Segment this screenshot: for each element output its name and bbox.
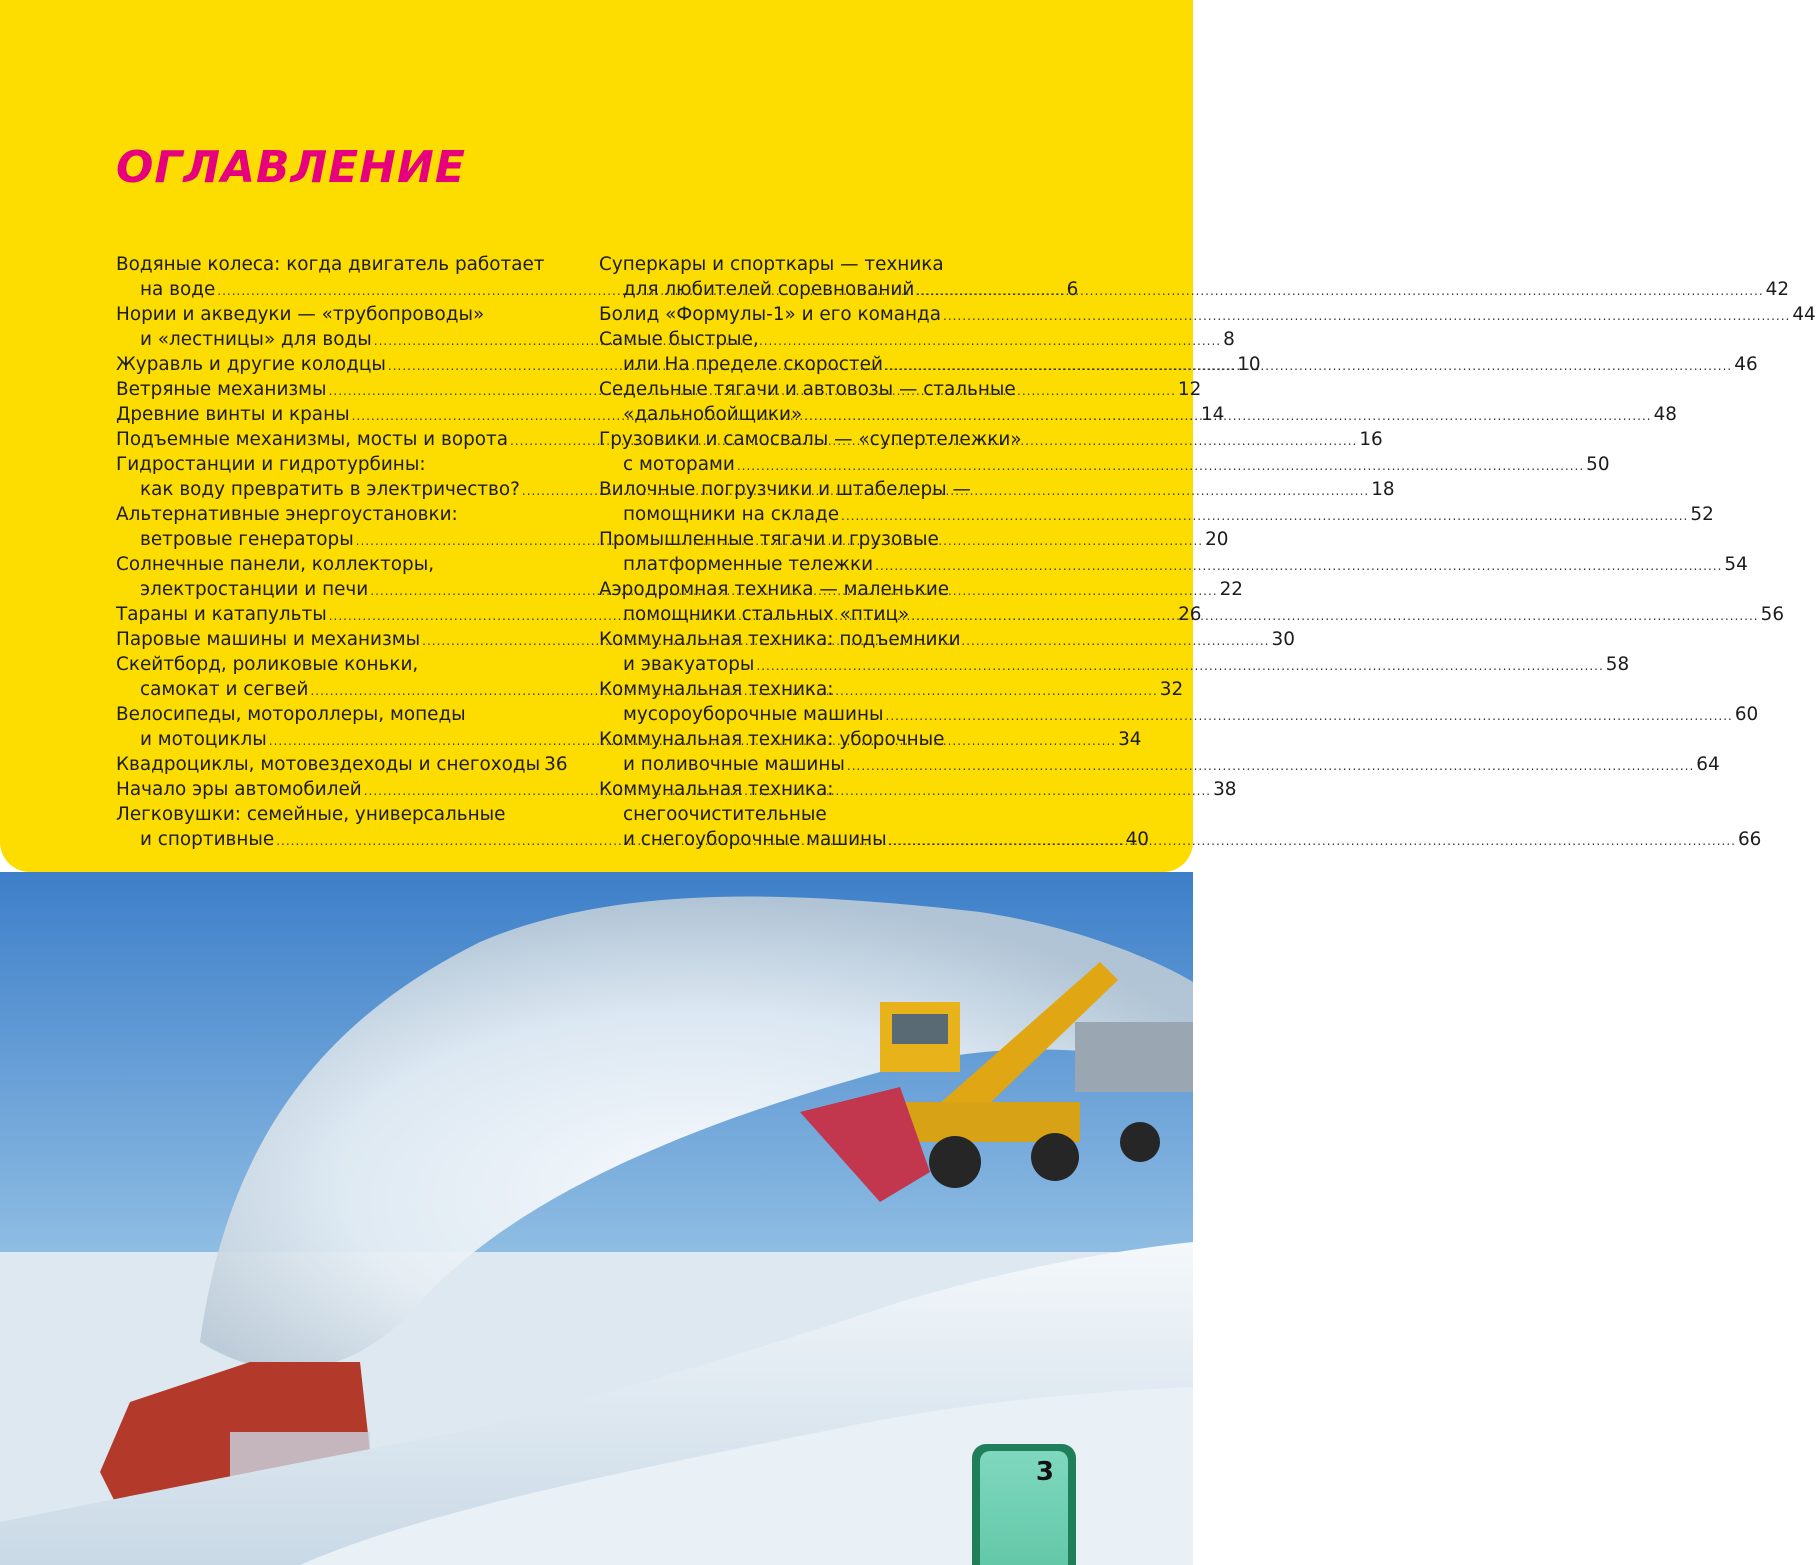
toc-page-number: 50 bbox=[1586, 454, 1610, 475]
toc-entry-title-line: снегоочистительные bbox=[623, 804, 827, 825]
dot-leader bbox=[737, 454, 1584, 479]
toc-page-number: 60 bbox=[1734, 704, 1759, 725]
toc-entry[interactable] bbox=[599, 452, 1610, 477]
toc-page-number: 46 bbox=[1734, 354, 1758, 375]
toc-entry-title-line: Коммунальная техника: подъемники bbox=[599, 629, 961, 650]
toc-page-number: 26 bbox=[1178, 604, 1202, 625]
toc-page-number: 52 bbox=[1690, 504, 1714, 525]
toc-entry-title-line: Солнечные панели, коллекторы, bbox=[116, 554, 435, 575]
toc-entry-title: Паровые машины и механизмы bbox=[116, 629, 421, 650]
toc-entry-title-line: Вилочные погрузчики и штабелеры — bbox=[599, 479, 971, 500]
dot-leader bbox=[841, 504, 1688, 529]
toc-page-number: 20 bbox=[1205, 529, 1229, 550]
toc-page-number: 36 bbox=[544, 754, 568, 775]
toc-entry-title: Подъемные механизмы, мосты и ворота bbox=[116, 429, 508, 450]
toc-entry[interactable] bbox=[599, 552, 1748, 577]
toc-entry-title: Квадроциклы, мотовездеходы и снегоходы bbox=[116, 754, 541, 775]
toc-entry-title: электростанции и печи bbox=[140, 579, 369, 600]
toc-page-number: 44 bbox=[1792, 304, 1816, 325]
toc-page-number: 8 bbox=[1223, 329, 1235, 350]
dot-leader bbox=[889, 829, 1736, 854]
toc-entry-title: как воду превратить в электричество? bbox=[140, 479, 520, 500]
toc-entry-title: и снегоуборочные машины bbox=[623, 829, 887, 850]
dot-leader bbox=[756, 654, 1603, 679]
toc-entry-title-line: Самые быстрые, bbox=[599, 329, 759, 350]
dot-leader bbox=[911, 604, 1758, 629]
toc-entry-title-line: Грузовики и самосвалы — «супертележки» bbox=[599, 429, 1022, 450]
toc-page-number: 38 bbox=[1213, 779, 1237, 800]
toc-entry-title-line: Альтернативные энергоустановки: bbox=[116, 504, 458, 525]
toc-entry-title: «дальнобойщики» bbox=[623, 404, 803, 425]
toc-entry-title: для любителей соревнований bbox=[623, 279, 915, 300]
toc-entry-title: ветровые генераторы bbox=[140, 529, 354, 550]
toc-page-number: 16 bbox=[1359, 429, 1383, 450]
toc-page-number: 22 bbox=[1219, 579, 1243, 600]
toc-entry-title-line: Седельные тягачи и автовозы — стальные bbox=[599, 379, 1016, 400]
dot-leader bbox=[847, 754, 1694, 779]
toc-entry[interactable] bbox=[599, 277, 1790, 302]
toc-entry[interactable] bbox=[116, 752, 568, 777]
toc-page-number: 12 bbox=[1177, 379, 1202, 400]
toc-entry-title: и поливочные машины bbox=[623, 754, 845, 775]
toc-page-number: 48 bbox=[1653, 404, 1677, 425]
toc-page-number: 32 bbox=[1159, 679, 1184, 700]
toc-entry-title: на воде bbox=[140, 279, 216, 300]
toc-entry-title: самокат и сегвей bbox=[140, 679, 309, 700]
toc-page-number: 18 bbox=[1371, 479, 1395, 500]
toc-entry[interactable] bbox=[599, 702, 1759, 727]
toc-page-number: 34 bbox=[1118, 729, 1142, 750]
toc-page-number: 14 bbox=[1200, 404, 1225, 425]
toc-entry-title-line: Легковушки: семейные, универсальные bbox=[116, 804, 506, 825]
toc-page-number: 66 bbox=[1737, 829, 1762, 850]
toc-page-number: 42 bbox=[1765, 279, 1790, 300]
toc-entry-title-line: Скейтборд, роликовые коньки, bbox=[116, 654, 419, 675]
toc-entry-title: помощники на складе bbox=[623, 504, 840, 525]
toc-page-number: 64 bbox=[1696, 754, 1720, 775]
dot-leader bbox=[916, 279, 1763, 304]
toc-entry-title: помощники стальных «птиц» bbox=[623, 604, 910, 625]
toc-entry-title-line: Коммунальная техника: bbox=[599, 779, 834, 800]
toc-page-number: 58 bbox=[1605, 654, 1630, 675]
toc-entry-title-line: Гидростанции и гидротурбины: bbox=[116, 454, 426, 475]
toc-entry[interactable] bbox=[599, 302, 1816, 327]
toc-entry-title-line: Нории и акведуки — «трубопроводы» bbox=[116, 304, 485, 325]
toc-entry-title: и эвакуаторы bbox=[623, 654, 755, 675]
toc-entry-title: с моторами bbox=[623, 454, 735, 475]
toc-entry-title: Ветряные механизмы bbox=[116, 379, 327, 400]
dot-leader bbox=[885, 354, 1732, 379]
toc-page-number: 10 bbox=[1237, 354, 1261, 375]
toc-entry[interactable] bbox=[599, 652, 1630, 677]
toc-entry-title: Древние винты и краны bbox=[116, 404, 350, 425]
toc-entry-title: и спортивные bbox=[140, 829, 275, 850]
toc-entry-title: платформенные тележки bbox=[623, 554, 874, 575]
toc-entry-title: и «лестницы» для воды bbox=[140, 329, 372, 350]
toc-page-number: 40 bbox=[1125, 829, 1149, 850]
toc-entry-title-line: Аэродромная техника — маленькие bbox=[599, 579, 950, 600]
toc-entry-title-line: Коммунальная техника: уборочные bbox=[599, 729, 945, 750]
dot-leader bbox=[804, 404, 1651, 429]
dot-leader bbox=[943, 304, 1790, 329]
toc-page-number: 56 bbox=[1760, 604, 1785, 625]
toc-entry-title: мусороуборочные машины bbox=[623, 704, 884, 725]
toc-entry-title-line: Промышленные тягачи и грузовые bbox=[599, 529, 939, 550]
toc-entry-title-line: Суперкары и спорткары — техника bbox=[599, 254, 944, 275]
toc-entry-title: Болид «Формулы-1» и его команда bbox=[599, 304, 941, 325]
toc-entry-title-line: Коммунальная техника: bbox=[599, 679, 834, 700]
toc-entry-title-line: Велосипеды, мотороллеры, мопеды bbox=[116, 704, 466, 725]
page-number: 3 bbox=[1035, 1457, 1054, 1487]
toc-heading: ОГЛАВЛЕНИЕ bbox=[116, 142, 466, 193]
toc-entry-title: и мотоциклы bbox=[140, 729, 267, 750]
page-number-tab bbox=[972, 1444, 1076, 1565]
toc-entry-title: Начало эры автомобилей bbox=[116, 779, 362, 800]
page-number-tab-face bbox=[980, 1451, 1068, 1565]
toc-entry-title: Журавль и другие колодцы bbox=[116, 354, 386, 375]
toc-page-number: 6 bbox=[1066, 279, 1079, 300]
toc-page-number: 30 bbox=[1271, 629, 1295, 650]
toc-page-number: 54 bbox=[1724, 554, 1748, 575]
toc-entry[interactable] bbox=[599, 752, 1720, 777]
dot-leader bbox=[875, 554, 1722, 579]
toc-entry-title-line: Водяные колеса: когда двигатель работает bbox=[116, 254, 545, 275]
toc-entry[interactable] bbox=[599, 502, 1714, 527]
toc-entry-title: Тараны и катапульты bbox=[116, 604, 327, 625]
toc-entry-title: или На пределе скоростей bbox=[623, 354, 883, 375]
dot-leader bbox=[886, 704, 1733, 729]
